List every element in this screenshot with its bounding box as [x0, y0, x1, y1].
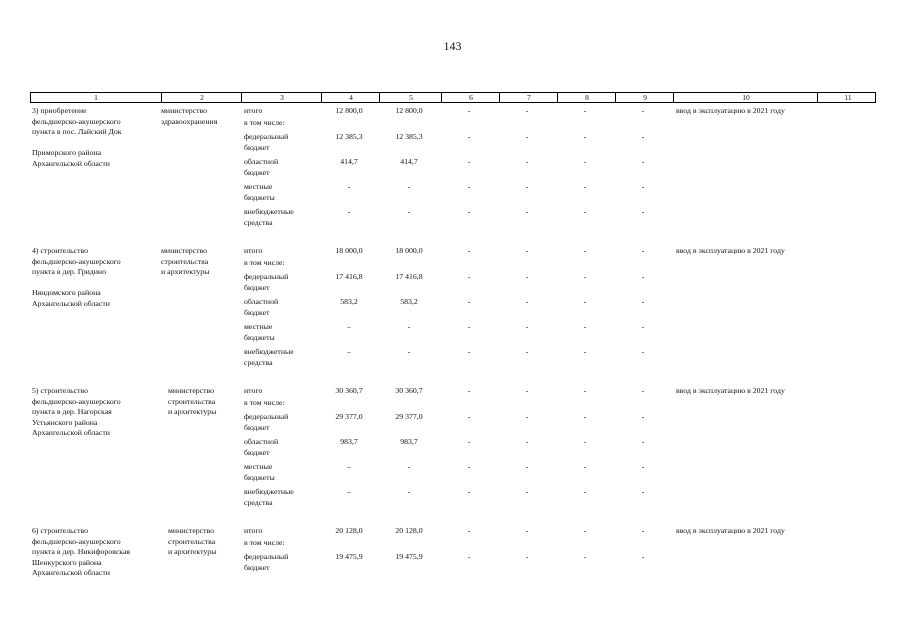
responsible-ministry-line: строительства: [168, 536, 216, 546]
responsible-ministry-line: и архитектуры: [168, 547, 217, 556]
amount-c4: 983,7: [340, 437, 358, 446]
amount-c7: -: [525, 526, 529, 535]
project-title-line: пункта в дер. Гридино: [32, 267, 106, 276]
amount-c4: –: [347, 322, 351, 331]
funding-source-label: итого: [244, 246, 263, 255]
responsible-ministry-line: и архитектуры: [161, 267, 210, 276]
amount-c9: -: [641, 526, 645, 535]
amount-c7: -: [525, 106, 529, 115]
project-title-line: Архангельской области: [32, 428, 110, 437]
project-title-line: 6) строительство: [32, 526, 89, 535]
amount-c4: –: [347, 347, 351, 356]
amount-c6: -: [467, 106, 471, 115]
funding-source-label: бюджет: [244, 307, 270, 317]
page-number: 143: [443, 39, 462, 53]
funding-source-label: федеральный: [244, 132, 289, 141]
amount-c7: -: [525, 386, 529, 395]
amount-c5: 12 800,0: [395, 106, 423, 115]
amount-c6: -: [467, 412, 471, 421]
funding-source-label: федеральный: [244, 412, 289, 421]
funding-source-label: федеральный: [244, 272, 289, 281]
amount-c4: 20 128,0: [335, 526, 363, 535]
funding-source-label: областной: [244, 297, 279, 306]
project-title-line: Архангельской области: [32, 158, 110, 168]
amount-c4: –: [347, 487, 351, 496]
amount-c6: -: [467, 132, 471, 141]
amount-c8: -: [583, 132, 587, 141]
amount-c8: -: [583, 526, 587, 535]
funding-source-label: внебюджетные: [244, 207, 294, 216]
funding-source-label: местные: [244, 182, 273, 191]
amount-c6: -: [467, 462, 471, 471]
amount-c8: -: [583, 487, 587, 496]
amount-c5: -: [407, 487, 411, 496]
amount-c7: -: [525, 297, 529, 306]
amount-c4: 583,2: [340, 297, 358, 306]
amount-c8: -: [583, 182, 587, 191]
responsible-ministry-line: министерство: [168, 526, 215, 535]
column-header-4: 4: [321, 93, 380, 102]
funding-source-label: бюджеты: [244, 472, 275, 482]
project-title-line: фельдшерско-акушерского: [32, 396, 121, 406]
amount-c9: -: [641, 132, 645, 141]
column-header-10: 10: [673, 93, 818, 102]
amount-c4: 19 475,9: [335, 552, 363, 561]
column-header-3: 3: [241, 93, 322, 102]
amount-c8: -: [583, 437, 587, 446]
amount-c8: -: [583, 386, 587, 395]
column-header-1: 1: [94, 93, 98, 102]
amount-c6: -: [467, 552, 471, 561]
amount-c6: -: [467, 526, 471, 535]
amount-c7: -: [525, 157, 529, 166]
funding-source-label: бюджет: [244, 167, 270, 177]
amount-c7: -: [525, 347, 529, 356]
amount-c4: 29 377,0: [335, 412, 363, 421]
amount-c5: -: [407, 182, 411, 191]
amount-c7: -: [525, 552, 529, 561]
responsible-ministry-line: строительства: [161, 256, 209, 266]
funding-source-label: в том числе:: [244, 538, 285, 547]
amount-c5: -: [407, 347, 411, 356]
column-header-6: 6: [441, 93, 500, 102]
amount-c8: -: [583, 272, 587, 281]
amount-c8: -: [583, 552, 587, 561]
funding-source-label: средства: [244, 497, 273, 507]
amount-c6: -: [467, 157, 471, 166]
column-header-2: 2: [161, 93, 242, 102]
project-title-line: пункта в дер. Никифоровская: [32, 547, 131, 556]
amount-c8: -: [583, 347, 587, 356]
amount-c6: -: [467, 347, 471, 356]
funding-source-label: бюджет: [244, 282, 270, 292]
amount-c7: -: [525, 412, 529, 421]
responsible-ministry-line: и архитектуры: [168, 407, 217, 416]
amount-c5: 414,7: [400, 157, 418, 166]
amount-c9: -: [641, 182, 645, 191]
amount-c5: 18 000,0: [395, 246, 423, 255]
amount-c9: -: [641, 437, 645, 446]
amount-c4: 414,7: [340, 157, 358, 166]
project-title-line: фельдшерско-акушерского: [32, 116, 121, 126]
column-header-7: 7: [499, 93, 558, 102]
amount-c4: 12 800,0: [335, 106, 363, 115]
amount-c8: -: [583, 106, 587, 115]
funding-source-label: бюджет: [244, 142, 270, 152]
amount-c8: -: [583, 322, 587, 331]
amount-c9: -: [641, 347, 645, 356]
amount-c9: -: [641, 552, 645, 561]
amount-c7: -: [525, 487, 529, 496]
amount-c6: -: [467, 297, 471, 306]
amount-c8: -: [583, 157, 587, 166]
amount-c6: -: [467, 487, 471, 496]
amount-c5: -: [407, 462, 411, 471]
project-title-line: фельдшерско-акушерского: [32, 256, 121, 266]
funding-source-label: итого: [244, 386, 263, 395]
funding-source-label: бюджет: [244, 422, 270, 432]
amount-c8: -: [583, 297, 587, 306]
project-title-line: Няндомского района: [32, 288, 101, 297]
amount-c9: -: [641, 272, 645, 281]
funding-source-label: областной: [244, 157, 279, 166]
amount-c6: -: [467, 272, 471, 281]
amount-c9: -: [641, 246, 645, 255]
expected-result: ввод в эксплуатацию в 2021 году: [676, 386, 785, 395]
amount-c8: -: [583, 207, 587, 216]
amount-c4: –: [347, 462, 351, 471]
amount-c9: -: [641, 487, 645, 496]
funding-source-label: местные: [244, 462, 273, 471]
expected-result: ввод в эксплуатацию в 2021 году: [676, 246, 785, 255]
amount-c4: -: [347, 207, 351, 216]
responsible-ministry-line: министерство: [161, 246, 208, 255]
amount-c5: 30 360,7: [395, 386, 423, 395]
amount-c6: -: [467, 322, 471, 331]
amount-c4: 17 416,8: [335, 272, 363, 281]
amount-c7: -: [525, 322, 529, 331]
funding-source-label: внебюджетные: [244, 347, 294, 356]
column-header-8: 8: [557, 93, 616, 102]
funding-source-label: в том числе:: [244, 398, 285, 407]
amount-c8: -: [583, 246, 587, 255]
responsible-ministry-line: строительства: [168, 396, 216, 406]
project-title-line: 3) приобретение: [32, 106, 87, 115]
responsible-ministry-line: министерство: [168, 386, 215, 395]
amount-c7: -: [525, 182, 529, 191]
amount-c5: 12 385,3: [395, 132, 423, 141]
column-header-5: 5: [379, 93, 442, 102]
amount-c9: -: [641, 322, 645, 331]
amount-c5: 17 416,8: [395, 272, 423, 281]
amount-c9: -: [641, 157, 645, 166]
funding-source-label: средства: [244, 357, 273, 367]
column-header-row: [30, 92, 876, 103]
funding-source-label: итого: [244, 106, 263, 115]
funding-source-label: в том числе:: [244, 258, 285, 267]
funding-source-label: средства: [244, 217, 273, 227]
amount-c9: -: [641, 106, 645, 115]
amount-c9: -: [641, 297, 645, 306]
amount-c7: -: [525, 132, 529, 141]
amount-c7: -: [525, 272, 529, 281]
funding-source-label: бюджеты: [244, 192, 275, 202]
amount-c5: 20 128,0: [395, 526, 423, 535]
project-title-line: пункта в дер. Нагорская: [32, 407, 112, 416]
amount-c6: -: [467, 207, 471, 216]
expected-result: ввод в эксплуатацию в 2021 году: [676, 526, 785, 535]
funding-source-label: федеральный: [244, 552, 289, 561]
project-title-line: Шенкурского района: [32, 557, 102, 567]
amount-c5: -: [407, 322, 411, 331]
amount-c4: 18 000,0: [335, 246, 363, 255]
amount-c9: -: [641, 412, 645, 421]
amount-c5: 583,2: [400, 297, 418, 306]
funding-source-label: бюджеты: [244, 332, 275, 342]
amount-c9: -: [641, 462, 645, 471]
amount-c8: -: [583, 412, 587, 421]
project-title-line: Приморского района: [32, 148, 102, 157]
column-header-11: 11: [817, 93, 878, 102]
amount-c6: -: [467, 246, 471, 255]
project-title-line: 5) строительство: [32, 386, 89, 395]
project-title-line: Устьянского района: [32, 417, 98, 427]
amount-c5: 29 377,0: [395, 412, 423, 421]
amount-c4: 30 360,7: [335, 386, 363, 395]
project-title-line: пункта в пос. Лайский Док: [32, 127, 122, 136]
amount-c9: -: [641, 386, 645, 395]
amount-c7: -: [525, 462, 529, 471]
amount-c4: 12 385,3: [335, 132, 363, 141]
project-title-line: фельдшерско-акушерского: [32, 536, 121, 546]
responsible-ministry-line: здравоохранения: [161, 116, 218, 126]
project-title-line: Архангельской области: [32, 568, 110, 577]
expected-result: ввод в эксплуатацию в 2021 году: [676, 106, 785, 115]
funding-source-label: местные: [244, 322, 273, 331]
funding-source-label: бюджет: [244, 562, 270, 572]
funding-source-label: внебюджетные: [244, 487, 294, 496]
amount-c5: -: [407, 207, 411, 216]
amount-c5: 983,7: [400, 437, 418, 446]
amount-c6: -: [467, 437, 471, 446]
responsible-ministry-line: министерство: [161, 106, 208, 115]
amount-c5: 19 475,9: [395, 552, 423, 561]
funding-source-label: областной: [244, 437, 279, 446]
funding-source-label: итого: [244, 526, 263, 535]
funding-source-label: бюджет: [244, 447, 270, 457]
amount-c6: -: [467, 386, 471, 395]
amount-c7: -: [525, 437, 529, 446]
amount-c7: -: [525, 246, 529, 255]
amount-c8: -: [583, 462, 587, 471]
amount-c6: -: [467, 182, 471, 191]
amount-c9: -: [641, 207, 645, 216]
project-title-line: Архангельской области: [32, 298, 110, 308]
project-title-line: 4) строительство: [32, 246, 89, 255]
column-header-9: 9: [615, 93, 674, 102]
funding-source-label: в том числе:: [244, 118, 285, 127]
amount-c4: -: [347, 182, 351, 191]
amount-c7: -: [525, 207, 529, 216]
